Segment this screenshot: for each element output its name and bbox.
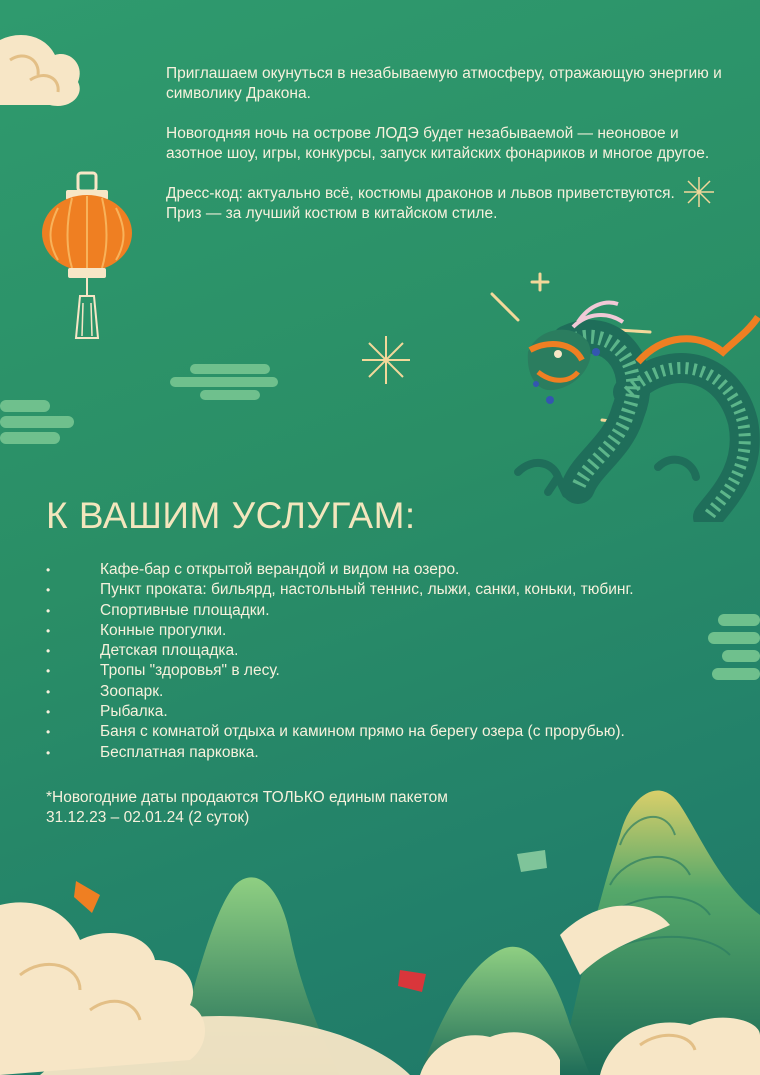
bullet: • [46, 644, 51, 659]
dragon-icon [478, 272, 760, 522]
list-item: • Детская площадка. [46, 641, 746, 661]
bullet: • [46, 745, 51, 760]
list-item: • Зоопарк. [46, 682, 746, 702]
cloud-icon [0, 20, 90, 110]
list-item: • Пункт проката: бильярд, настольный теннис, лыжи, санки, коньки, тюбинг. [46, 580, 746, 600]
bullet: • [46, 684, 51, 699]
intro-text [166, 64, 736, 224]
list-item: • Спортивные площадки. [46, 601, 746, 621]
list-item: • Тропы "здоровья" в лесу. [46, 661, 746, 681]
bullet: • [46, 603, 51, 618]
list-item: • Кафе-бар с открытой верандой и видом на озеро. [46, 560, 746, 580]
list-item: • Рыбалка. [46, 702, 746, 722]
intro-dresscode: Дресс-код: актуально всё, костюмы драконов и львов приветствуются. [166, 185, 675, 202]
services-list [46, 560, 746, 763]
intro-prize: Приз — за лучший костюм в китайском стиле. [166, 205, 498, 222]
bullet: • [46, 623, 51, 638]
note-line-1: *Новогодние даты продаются ТОЛЬКО единым пакетом [46, 789, 448, 806]
lantern-icon [38, 168, 138, 343]
services-title: К ВАШИМ УСЛУГАМ: [46, 495, 416, 536]
list-item: • Бесплатная парковка. [46, 743, 746, 763]
note-line-2: 31.12.23 – 02.01.24 (2 суток) [46, 809, 250, 826]
bullet: • [46, 583, 51, 598]
list-item: • Баня с комнатой отдыха и камином прямо на берегу озера (с прорубью). [46, 722, 746, 742]
list-item: • Конные прогулки. [46, 621, 746, 641]
mountain-icon [0, 775, 760, 1075]
sparkle-icon [360, 334, 412, 386]
intro-paragraph-2: Новогодняя ночь на острове ЛОДЭ будет незабываемой — неоновое и азотное шоу, игры, конкурсы, запуск китайских фонариков и многое другое. [166, 125, 710, 162]
intro-paragraph-1: Приглашаем окунуться в незабываемую атмосферу, отражающую энергию и символику Дракона. [166, 65, 722, 102]
bullet: • [46, 725, 51, 740]
cloud-stripes-icon [0, 398, 80, 452]
bullet: • [46, 563, 51, 577]
bullet: • [46, 705, 51, 720]
cloud-stripes-icon [170, 362, 285, 402]
bullet: • [46, 664, 51, 679]
